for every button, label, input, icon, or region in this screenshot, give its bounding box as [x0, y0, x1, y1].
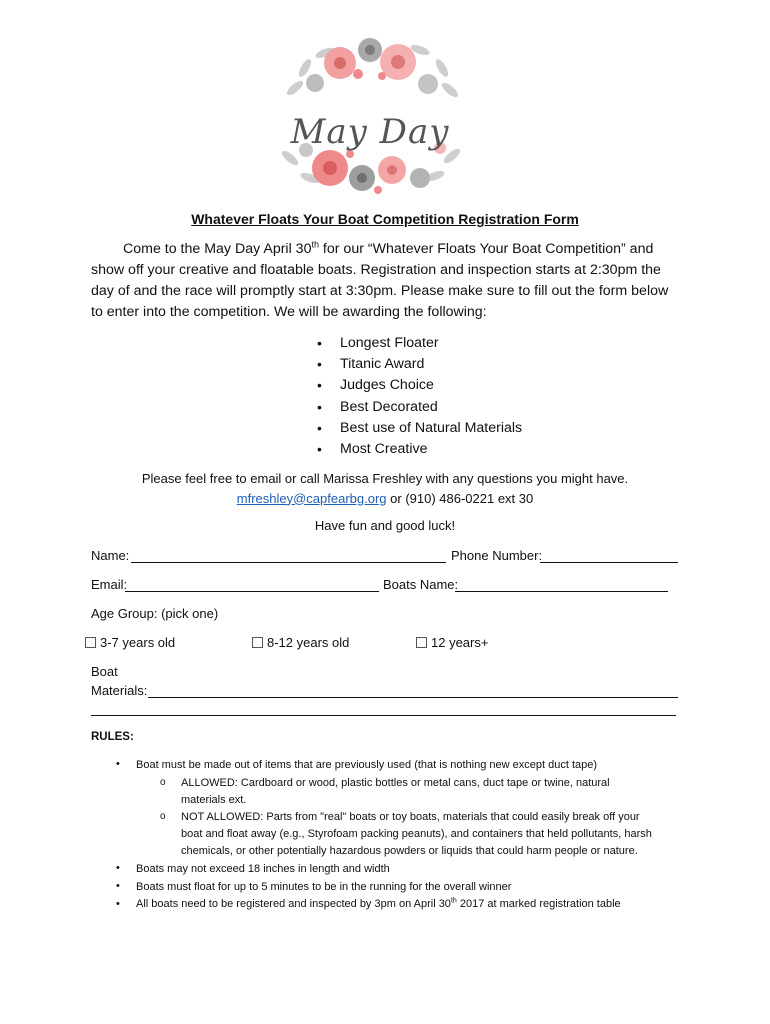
- rule-superscript: th: [450, 897, 457, 905]
- age-group-label: Age Group: (pick one): [91, 606, 219, 621]
- rule-item: [136, 896, 621, 913]
- rule-item: Boats may not exceed 18 inches in length and width: [136, 863, 390, 875]
- award-item: • Best use of Natural Materials: [317, 418, 522, 439]
- logo-text: May Day: [290, 112, 450, 152]
- contact-info: [0, 469, 770, 508]
- boat-materials-label-2: Materials:: [91, 683, 148, 698]
- name-label: Name:: [91, 548, 130, 563]
- email-field[interactable]: [125, 591, 379, 592]
- bullet-icon: •: [116, 758, 120, 770]
- award-item: • Best Decorated: [317, 397, 522, 418]
- phone-field[interactable]: [540, 562, 678, 563]
- phone-label: Phone Number:: [451, 548, 543, 563]
- intro-superscript: th: [311, 239, 319, 250]
- page-title: Whatever Floats Your Boat Competition Registration Form: [191, 211, 579, 227]
- contact-details: [0, 489, 770, 509]
- intro-text-2: for our “Whatever Floats Your Boat Competition” and show off your creative and floatable boats. Registration and inspection starts at 2:30pm the day of and the race will promptly start at 3:30pm. Please make sure to fill out the form below to enter into the competition. We will be awarding the following:: [91, 241, 669, 320]
- may-day-logo: [270, 28, 470, 204]
- age-option-label: 3-7 years old: [100, 635, 176, 650]
- award-item: • Judges Choice: [317, 375, 522, 396]
- email-label: Email:: [91, 577, 128, 592]
- rule-item: Boat must be made out of items that are previously used (that is nothing new except duct tape): [136, 759, 598, 771]
- sub-bullet-icon: o: [160, 777, 166, 788]
- award-item: • Longest Floater: [317, 333, 522, 354]
- rule-subitem-cont: chemicals, or other potentially hazardous powders or liquids that could harm people or nature.: [181, 845, 638, 857]
- sub-bullet-icon: o: [160, 811, 166, 822]
- rule-text: 2017 at marked registration table: [456, 898, 621, 910]
- intro-text-1: Come to the May Day April 30: [123, 241, 312, 257]
- intro-paragraph: [91, 239, 681, 323]
- name-field[interactable]: [131, 562, 446, 563]
- closing-text: Have fun and good luck!: [314, 518, 456, 533]
- age-option-12-plus[interactable]: [416, 635, 488, 650]
- bullet-icon: •: [116, 862, 120, 874]
- rule-item: Boats must float for up to 5 minutes to be in the running for the overall winner: [136, 881, 512, 893]
- bullet-icon: •: [116, 880, 120, 892]
- boat-name-label: Boats Name:: [383, 577, 459, 592]
- bullet-icon: •: [116, 898, 120, 910]
- age-option-label: 12 years+: [431, 635, 489, 650]
- rule-subitem-cont: materials ext.: [181, 794, 247, 806]
- award-item: • Titanic Award: [317, 354, 522, 375]
- boat-name-field[interactable]: [455, 591, 668, 592]
- checkbox-icon[interactable]: [252, 637, 263, 648]
- age-option-3-7[interactable]: [85, 635, 175, 650]
- email-link[interactable]: mfreshley@capfearbg.org: [236, 490, 387, 506]
- phone-text: or (910) 486-0221 ext 30: [386, 490, 534, 506]
- contact-line: Please feel free to email or call Marissa Freshley with any questions you might have.: [141, 471, 629, 486]
- award-item: • Most Creative: [317, 439, 522, 460]
- boat-materials-label-1: Boat: [91, 664, 118, 679]
- rule-subitem: ALLOWED: Cardboard or wood, plastic bottles or metal cans, duct tape or twine, natural: [181, 777, 610, 789]
- awards-list: [317, 333, 522, 460]
- checkbox-icon[interactable]: [416, 637, 427, 648]
- boat-materials-field[interactable]: [148, 697, 678, 698]
- boat-materials-field-line-2[interactable]: [91, 715, 676, 716]
- age-option-8-12[interactable]: [252, 635, 349, 650]
- rules-heading: RULES:: [91, 731, 134, 743]
- rule-subitem-cont: boat and float away (e.g., Styrofoam packing peanuts), and containers that held pollutants, harsh: [181, 828, 652, 840]
- age-option-label: 8-12 years old: [267, 635, 350, 650]
- rule-text: All boats need to be registered and inspected by 3pm on April 30: [136, 898, 451, 910]
- checkbox-icon[interactable]: [85, 637, 96, 648]
- rule-subitem: NOT ALLOWED: Parts from "real" boats or toy boats, materials that could easily break off your: [181, 811, 640, 823]
